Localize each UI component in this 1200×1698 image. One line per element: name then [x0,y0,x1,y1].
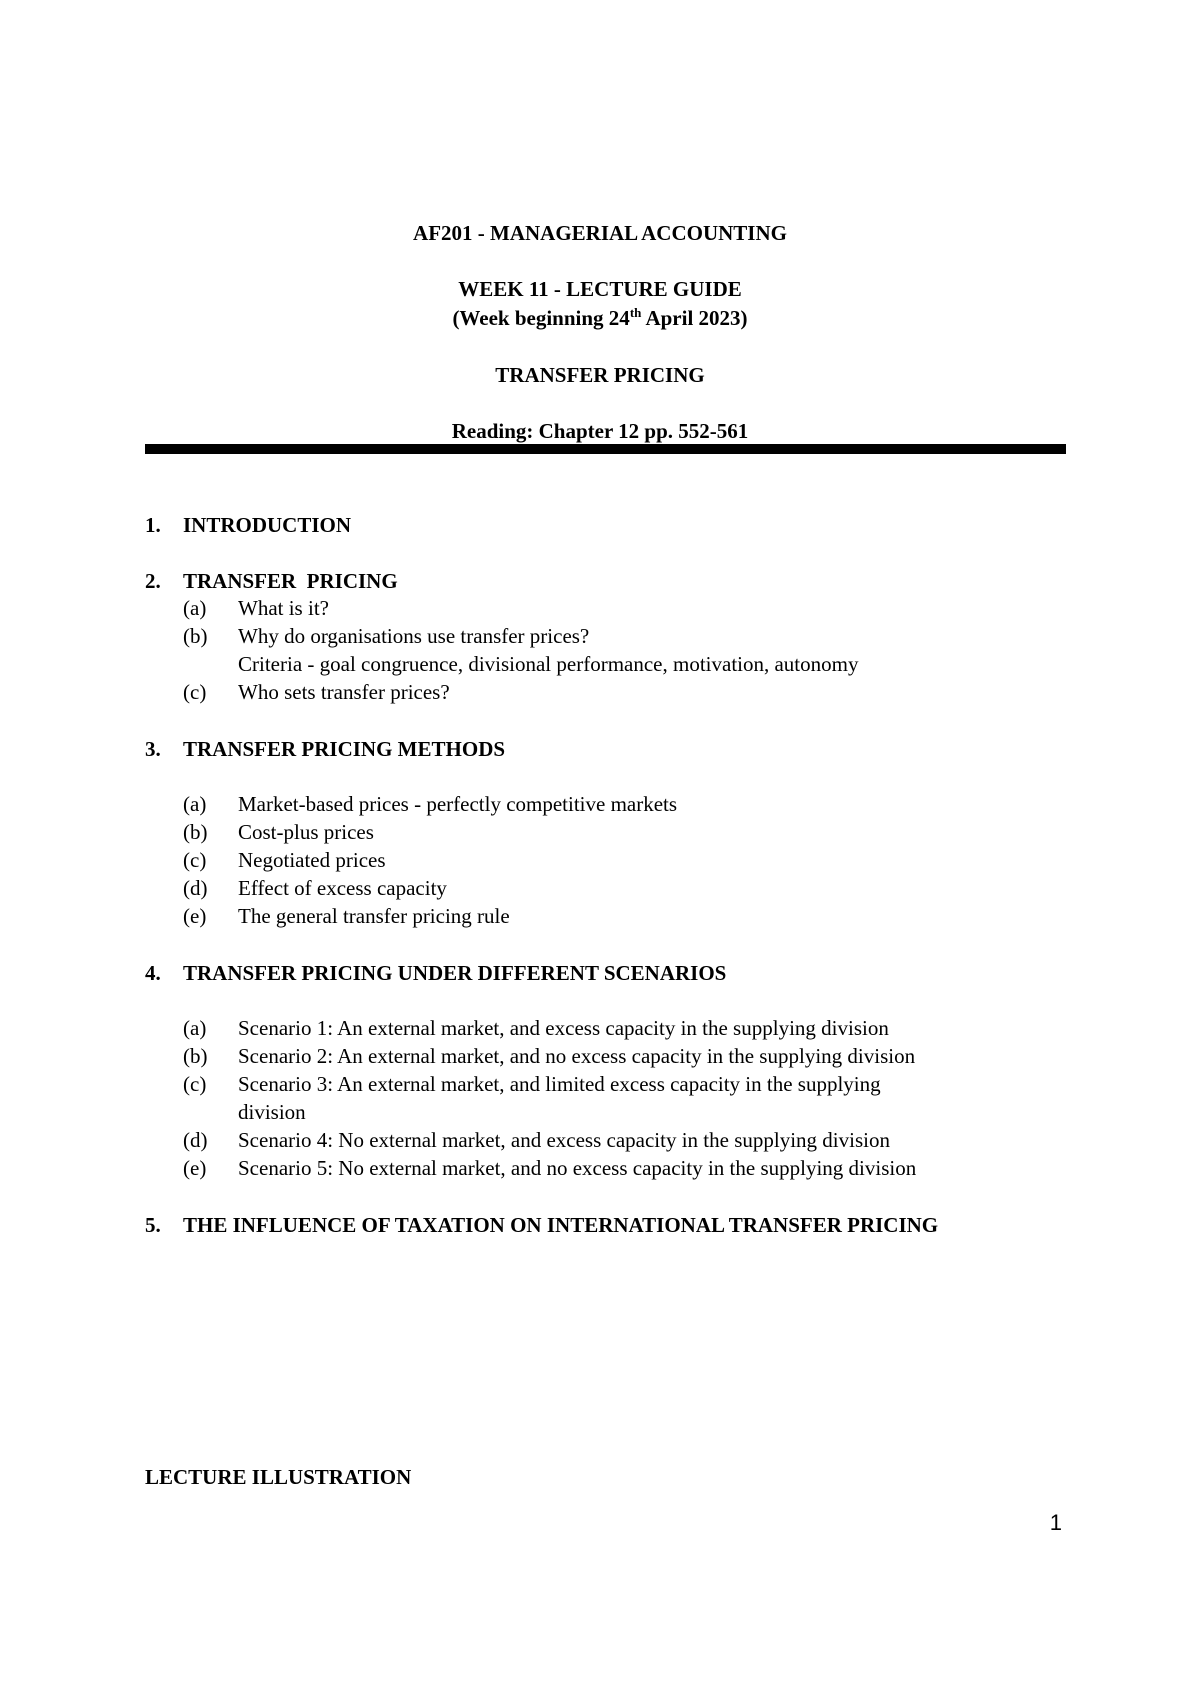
list-item: (c) Negotiated prices [183,848,386,872]
list-item: (d) Effect of excess capacity [183,876,447,900]
list-item: (e) Scenario 5: No external market, and no excess capacity in the supplying division [183,1156,917,1180]
list-item: (a) Market-based prices - perfectly competitive markets [183,792,678,816]
list-item: (a) What is it? [183,596,329,620]
list-item: (e) The general transfer pricing rule [183,904,510,928]
reading-reference: Reading: Chapter 12 pp. 552-561 [451,419,749,443]
course-title: AF201 - MANAGERIAL ACCOUNTING [413,221,787,245]
lecture-illustration-heading: LECTURE ILLUSTRATION [145,1465,412,1489]
section-heading: 3. TRANSFER PRICING METHODS [145,737,506,761]
topic-title: TRANSFER PRICING [495,363,705,387]
section-heading: 2. TRANSFER PRICING [145,569,398,593]
list-item: (c) Who sets transfer prices? [183,680,450,704]
section-heading: 5. THE INFLUENCE OF TAXATION ON INTERNATIONAL TRANSFER PRICING [145,1213,939,1237]
list-item: (c) Scenario 3: An external market, and limited excess capacity in the supplying [183,1072,881,1096]
list-item-continuation: division [238,1100,306,1124]
list-item: (b) Scenario 2: An external market, and no excess capacity in the supplying division [183,1044,916,1068]
page-number: 1 [1049,1510,1062,1535]
header-divider [145,444,1066,454]
list-item: (b) Cost-plus prices [183,820,374,844]
list-item: (a) Scenario 1: An external market, and excess capacity in the supplying division [183,1016,889,1040]
list-item-continuation: Criteria - goal congruence, divisional performance, motivation, autonomy [238,652,859,676]
section-heading: 4. TRANSFER PRICING UNDER DIFFERENT SCENARIOS [145,961,727,985]
list-item: (b) Why do organisations use transfer prices? [183,624,590,648]
section-heading: 1. INTRODUCTION [145,513,352,537]
week-date: (Week beginning 24th April 2023) [452,305,748,330]
list-item: (d) Scenario 4: No external market, and excess capacity in the supplying division [183,1128,890,1152]
week-title: WEEK 11 - LECTURE GUIDE [458,277,742,301]
